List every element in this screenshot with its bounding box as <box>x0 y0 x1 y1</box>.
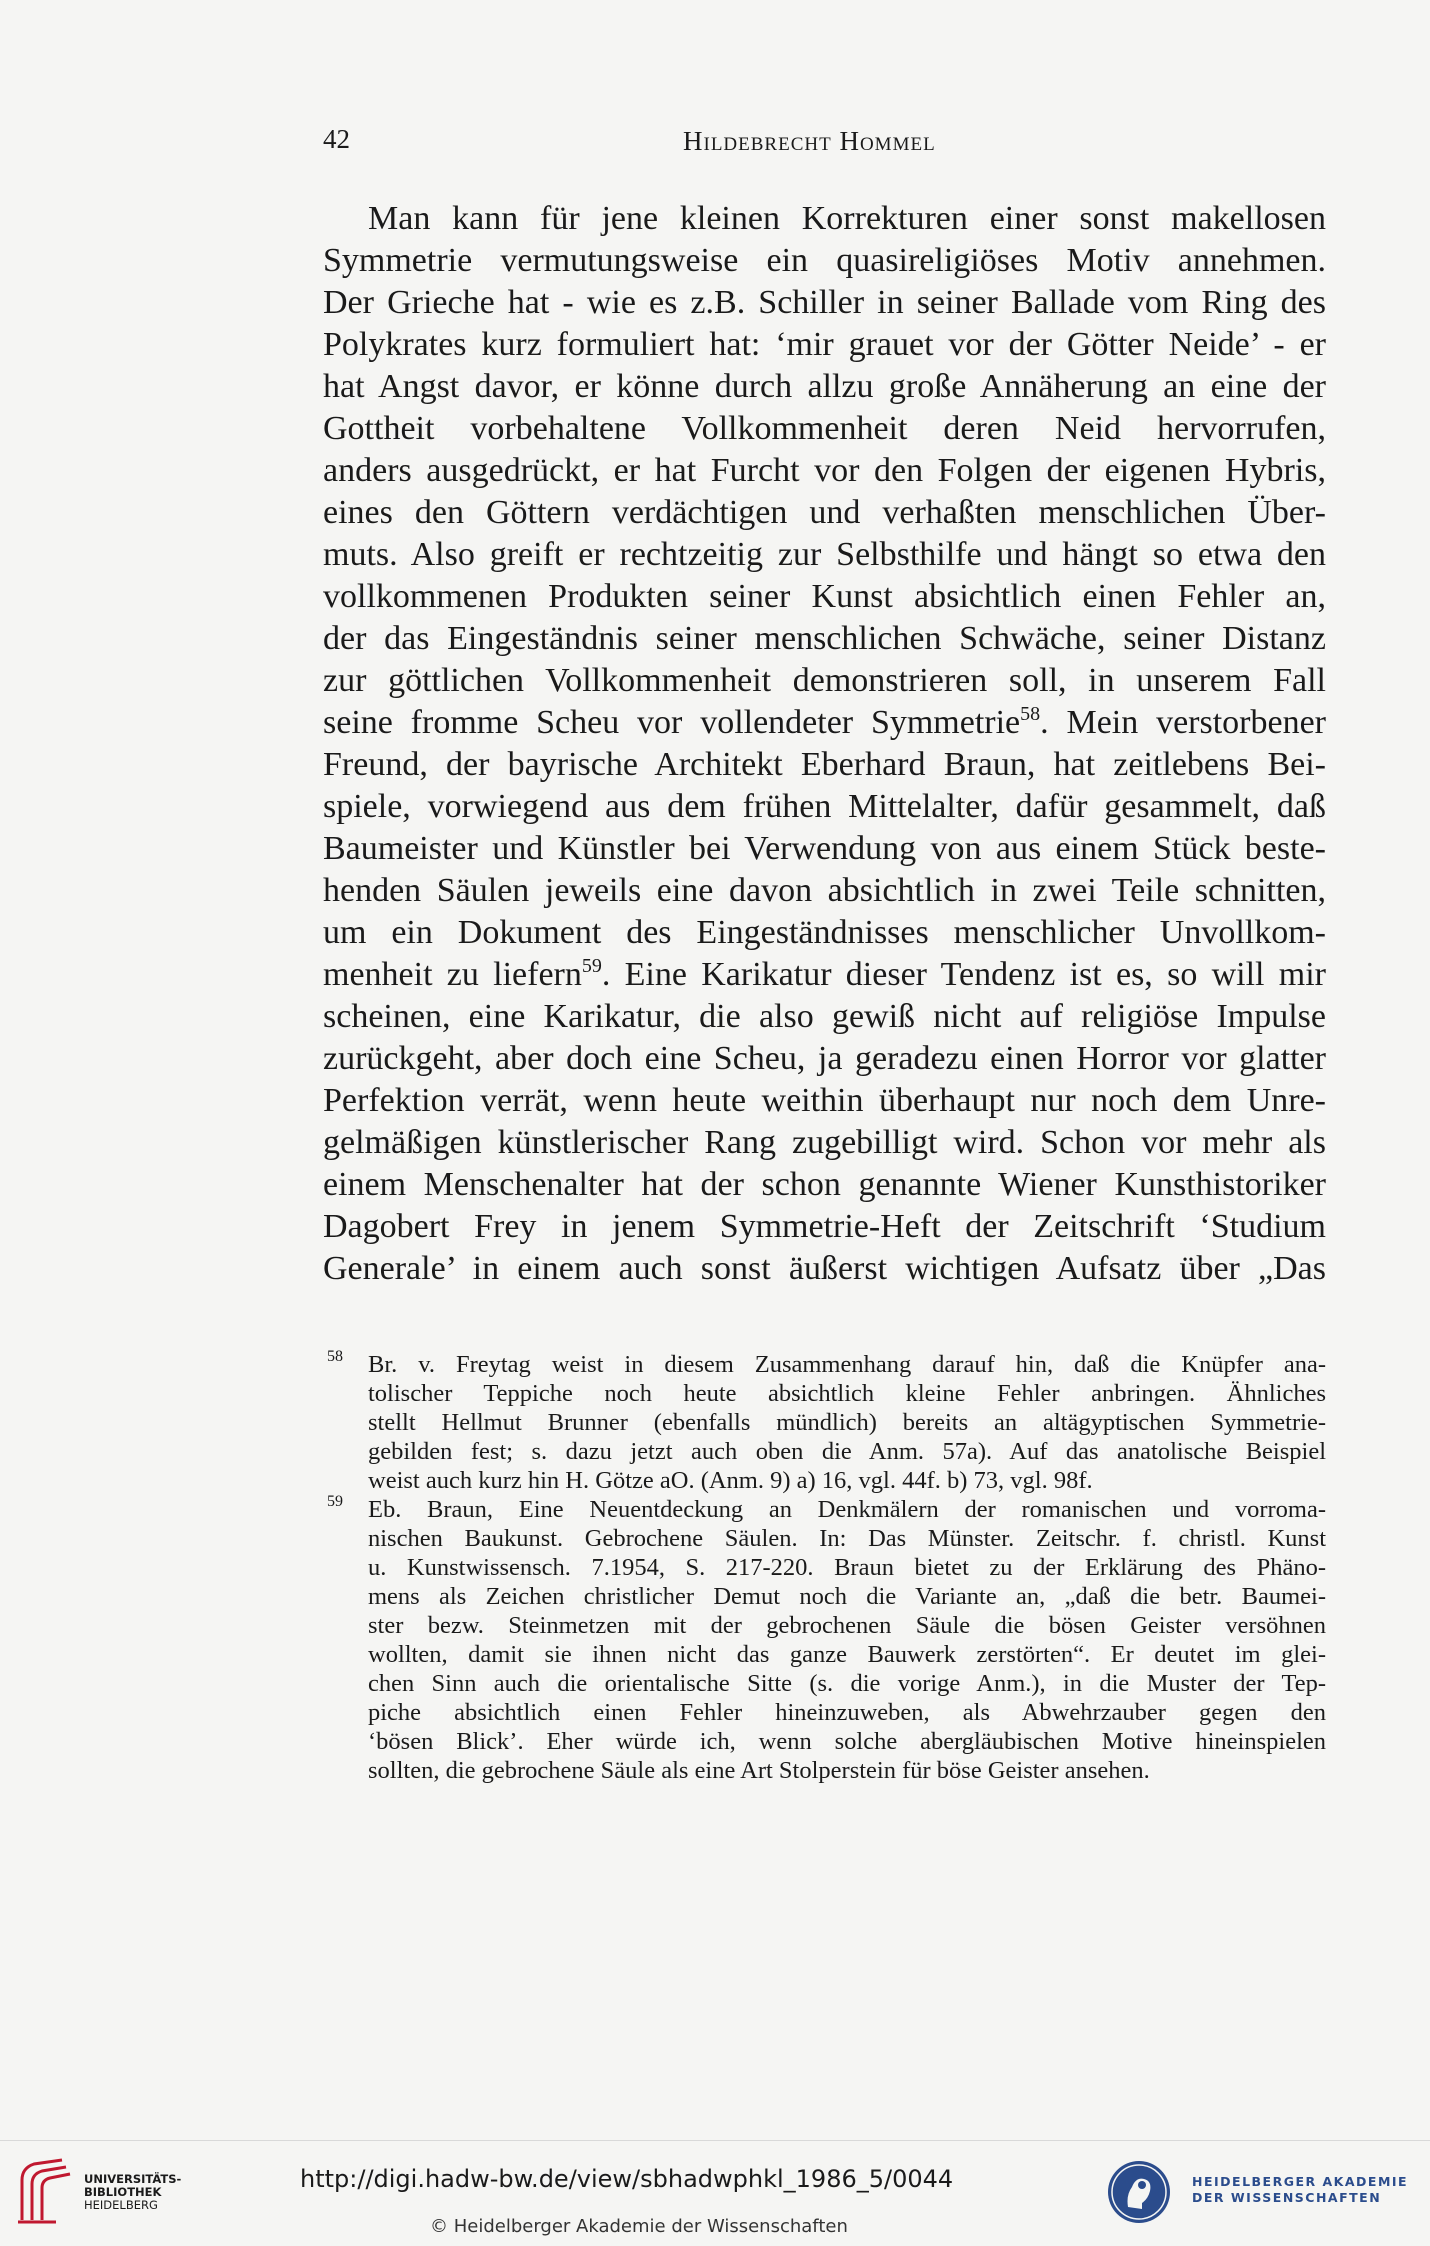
footnote-line: wollten, damit sie ihnen nicht das ganze Bauwerk zerstörten“. Er deutet im glei- <box>368 1641 1326 1668</box>
body-line: spiele, vorwiegend aus dem frühen Mittelalter, dafür gesammelt, daß <box>323 788 1326 825</box>
permalink-url[interactable]: http://digi.hadw-bw.de/view/sbhadwphkl_1986_5/0044 <box>300 2165 954 2193</box>
library-name-line: BIBLIOTHEK <box>84 2185 162 2199</box>
footnote-number: 59 <box>327 1493 343 1510</box>
academy-seal-icon[interactable] <box>1106 2159 1172 2225</box>
body-line: anders ausgedrückt, er hat Furcht vor den Folgen der eigenen Hybris, <box>323 452 1326 489</box>
body-line: Generale’ in einem auch sonst äußerst wichtigen Aufsatz über „Das <box>323 1250 1326 1287</box>
body-line: muts. Also greift er rechtzeitig zur Selbsthilfe und hängt so etwa den <box>323 536 1326 573</box>
body-text <box>323 198 1326 1290</box>
academy-name <box>1192 2174 1408 2206</box>
footnote-line: u. Kunstwissensch. 7.1954, S. 217-220. Braun bietet zu der Erklärung des Phäno- <box>368 1554 1326 1581</box>
body-line-text: . Eine Karikatur dieser Tendenz ist es, so will mir <box>601 956 1326 993</box>
running-head <box>323 124 1323 164</box>
footnote-ref-58[interactable]: 58 <box>1020 703 1041 725</box>
body-line: Der Grieche hat - wie es z.B. Schiller in seiner Ballade vom Ring des <box>323 284 1326 321</box>
body-line-text: . Mein verstorbener <box>1040 704 1326 741</box>
footnote-line: tolischer Teppiche noch heute absichtlich kleine Fehler anbringen. Ähnliches <box>368 1380 1326 1407</box>
footnote-line: sollten, die gebrochene Säule als eine Art Stolperstein für böse Geister ansehen. <box>368 1757 1150 1784</box>
body-line: Gottheit vorbehaltene Vollkommenheit deren Neid hervorrufen, <box>323 410 1326 447</box>
footnote-line: gebilden fest; s. dazu jetzt auch oben die Anm. 57a). Auf das anatolische Beispiel <box>368 1438 1326 1465</box>
body-line: Dagobert Frey in jenem Symmetrie-Heft der Zeitschrift ‘Studium <box>323 1208 1326 1245</box>
body-line: der das Eingeständnis seiner menschlichen Schwäche, seiner Distanz <box>323 620 1326 657</box>
viewer-footer <box>0 2140 1430 2246</box>
academy-name-line: HEIDELBERGER AKADEMIE <box>1192 2174 1409 2189</box>
body-line: gelmäßigen künstlerischer Rang zugebilligt wird. Schon vor mehr als <box>323 1124 1326 1161</box>
body-line <box>323 954 1326 996</box>
footnote-58 <box>323 1350 1326 1495</box>
footnote-ref-59[interactable]: 59 <box>581 955 602 977</box>
body-line: Freund, der bayrische Architekt Eberhard Braun, hat zeitlebens Bei- <box>323 746 1326 783</box>
body-line-text: seine fromme Scheu vor vollendeter Symmetrie <box>323 704 1021 741</box>
university-library-logo-icon[interactable] <box>16 2158 76 2226</box>
body-line: zurückgeht, aber doch eine Scheu, ja geradezu einen Horror vor glatter <box>323 1040 1326 1077</box>
body-line <box>323 702 1326 744</box>
library-name <box>84 2173 181 2212</box>
footnote-line: ‘bösen Blick’. Eher würde ich, wenn solche abergläubischen Motive hineinspielen <box>368 1728 1326 1755</box>
body-line: eines den Göttern verdächtigen und verhaßten menschlichen Über- <box>323 494 1326 531</box>
body-line: einem Menschenalter hat der schon genannte Wiener Kunsthistoriker <box>323 1166 1326 1203</box>
library-name-line: UNIVERSITÄTS- <box>84 2172 182 2186</box>
body-line: Man kann für jene kleinen Korrekturen einer sonst makellosen <box>368 200 1326 237</box>
running-head-author: Hildebrecht Hommel <box>683 126 936 156</box>
footnote-line: Eb. Braun, Eine Neuentdeckung an Denkmälern der romanischen und vorroma- <box>368 1496 1326 1523</box>
page-number: 42 <box>323 124 350 154</box>
footnote-line: mens als Zeichen christlicher Demut noch die Variante an, „daß die betr. Baumei- <box>368 1583 1326 1610</box>
library-name-line: HEIDELBERG <box>84 2198 158 2212</box>
body-line: um ein Dokument des Eingeständnisses menschlicher Unvollkom- <box>323 914 1326 951</box>
body-line: Perfektion verrät, wenn heute weithin überhaupt nur noch dem Unre- <box>323 1082 1326 1119</box>
footnote-number: 58 <box>327 1348 343 1365</box>
body-line: zur göttlichen Vollkommenheit demonstrieren soll, in unserem Fall <box>323 662 1326 699</box>
body-line: Polykrates kurz formuliert hat: ‘mir grauet vor der Götter Neide’ - er <box>323 326 1326 363</box>
body-line: Baumeister und Künstler bei Verwendung von aus einem Stück beste- <box>323 830 1326 867</box>
body-line: vollkommenen Produkten seiner Kunst absichtlich einen Fehler an, <box>323 578 1326 615</box>
body-line: henden Säulen jeweils eine davon absichtlich in zwei Teile schnitten, <box>323 872 1326 909</box>
footnote-line: stellt Hellmut Brunner (ebenfalls mündlich) bereits an altägyptischen Symmetrie- <box>368 1409 1326 1436</box>
footnote-line: nischen Baukunst. Gebrochene Säulen. In: Das Münster. Zeitschr. f. christl. Kunst <box>368 1525 1326 1552</box>
body-line: scheinen, eine Karikatur, die also gewiß nicht auf religiöse Impulse <box>323 998 1326 1035</box>
footnote-line: chen Sinn auch die orientalische Sitte (s. die vorige Anm.), in die Muster der Tep- <box>368 1670 1326 1697</box>
body-line: hat Angst davor, er könne durch allzu große Annäherung an eine der <box>323 368 1326 405</box>
footnote-line: weist auch kurz hin H. Götze aO. (Anm. 9) a) 16, vgl. 44f. b) 73, vgl. 98f. <box>368 1467 1093 1494</box>
footnote-59 <box>323 1495 1326 1785</box>
academy-name-line: DER WISSENSCHAFTEN <box>1192 2190 1382 2205</box>
footnote-line: Br. v. Freytag weist in diesem Zusammenhang darauf hin, daß die Knüpfer ana- <box>368 1351 1326 1378</box>
footnotes <box>323 1350 1326 1785</box>
body-line: Symmetrie vermutungsweise ein quasireligiöses Motiv annehmen. <box>323 242 1326 279</box>
footnote-line: piche absichtlich einen Fehler hineinzuweben, als Abwehrzauber gegen den <box>368 1699 1326 1726</box>
body-line-text: menheit zu liefern <box>323 956 582 993</box>
footnote-line: ster bezw. Steinmetzen mit der gebrochenen Säule die bösen Geister versöhnen <box>368 1612 1326 1639</box>
copyright-notice: © Heidelberger Akademie der Wissenschaften <box>430 2216 848 2237</box>
